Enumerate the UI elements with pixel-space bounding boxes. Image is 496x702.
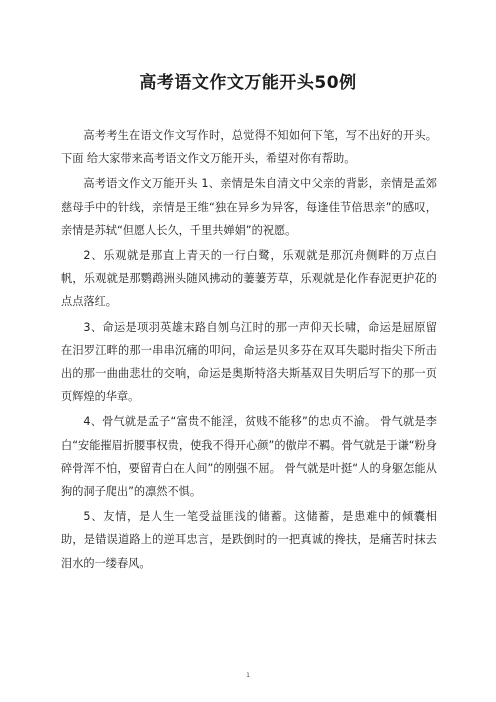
paragraph-2-optimism: 2、乐观就是那直上青天的一行白鹭，乐观就是那沉舟侧畔的万点白帆，乐观就是那鹦鹉洲头随风拂动的萋萋芳草，乐观就是化作春泥更护花的点点落红。 bbox=[61, 249, 437, 309]
document-title: 高考语文作文万能开头50例 bbox=[139, 73, 357, 93]
paragraph-intro: 高考考生在语文作文写作时，总觉得不知如何下笔，写不出好的开头。下面 给大家带来高考语文作文万能开头，希望对你有帮助。 bbox=[61, 129, 437, 166]
document-body bbox=[61, 124, 437, 577]
paragraph-3-fate: 3、命运是项羽英雄末路自刎乌江时的那一声仰天长啸，命运是屈原留在汨罗江畔的那一串串沉痛的叩问，命运是贝多芬在双耳失聪时指尖下所击出的那一曲曲悲壮的交响，命运是奥斯特洛夫斯基双目失明后写下的那一页页辉煌的华章。 bbox=[61, 320, 437, 404]
paragraph-4-integrity: 4、骨气就是孟子“富贵不能淫，贫贱不能移”的忠贞不渝。 骨气就是李白“安能摧眉折腰事权贵，使我不得开心颜”的傲岸不羁。骨气就是于谦“粉身碎骨浑不怕，要留青白在人间”的刚强不屈。 骨气就是叶挺“人的身躯怎能从狗的洞子爬出”的凛然不惧。 bbox=[61, 415, 437, 499]
paragraph-1-family: 高考语文作文万能开头 1、亲情是朱自清文中父亲的背影，亲情是孟郊慈母手中的针线，亲情是王维“独在异乡为异客，每逢佳节倍思亲”的感叹，亲情是苏轼“但愿人长久，千里共婵娟”的祝愿。 bbox=[61, 177, 437, 237]
paragraph-5-friendship: 5、友情，是人生一笔受益匪浅的储蓄。这储蓄，是患难中的倾囊相助，是错误道路上的逆耳忠言，是跌倒时的一把真诚的搀扶，是痛苦时抹去泪水的一缕春风。 bbox=[61, 510, 437, 570]
page-number: 1 bbox=[246, 672, 250, 679]
